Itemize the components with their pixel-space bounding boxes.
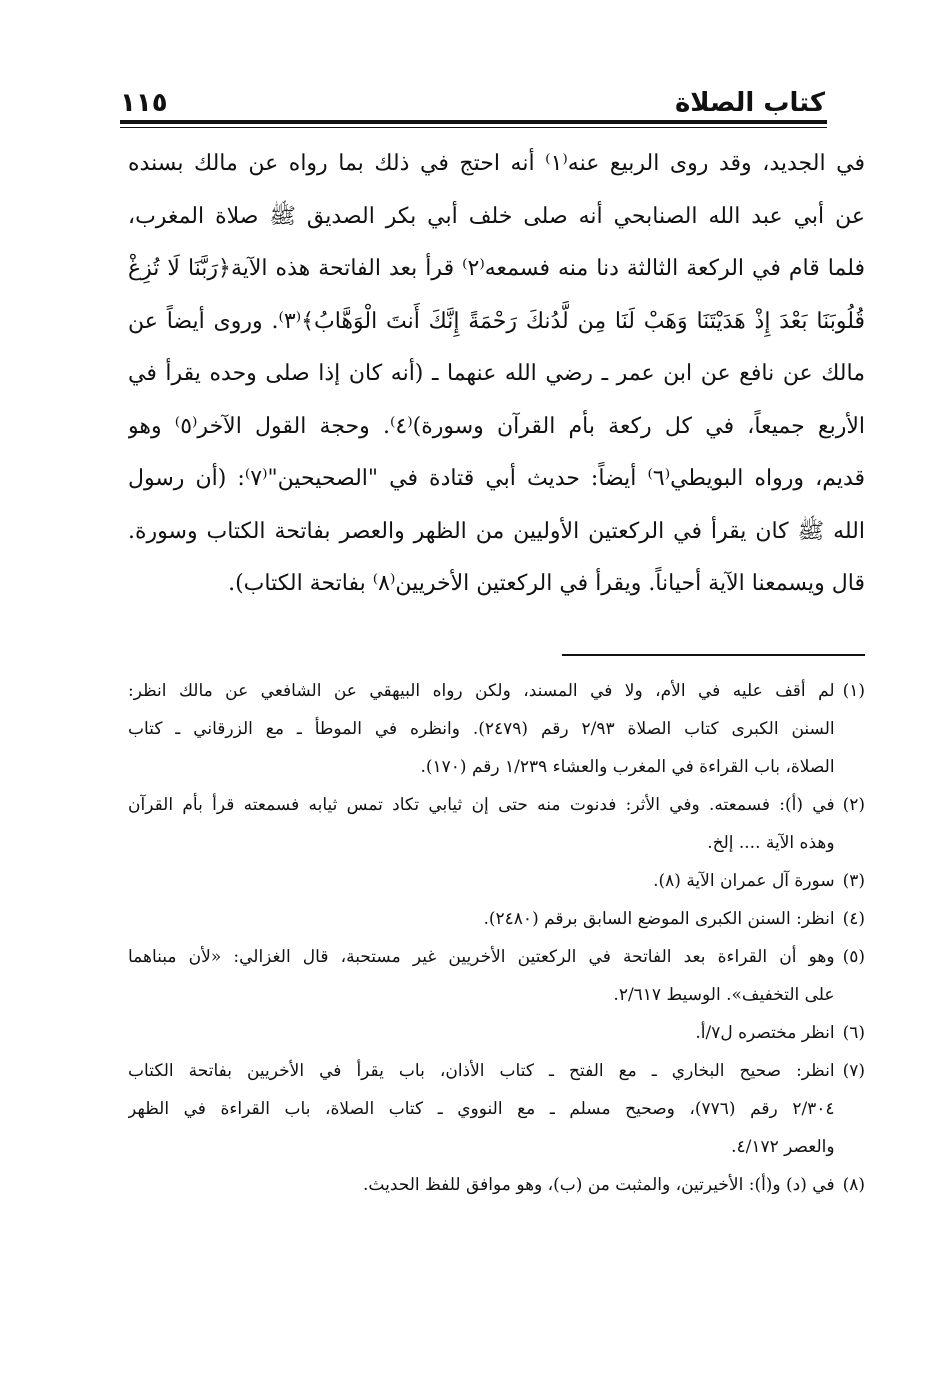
footnote-4 <box>128 900 865 938</box>
header-rule-thin <box>120 127 827 128</box>
footnote-number: (٤) <box>842 909 865 929</box>
footnote-line: في (د) و(أ): الأخيرتين، والمثبت من (ب)، وهو موافق للفظ الحديث. <box>363 1175 835 1195</box>
text-line: الله ﷺ كان يقرأ في الركعتين الأوليين من الظهر والعصر بفاتحة الكتاب وسورة. <box>128 518 865 544</box>
footnote-number: (٧) <box>842 1061 865 1081</box>
footnote-separator <box>562 654 865 656</box>
footnote-line: الصلاة، باب القراءة في المغرب والعشاء ١/٢٣٩ رقم (١٧٠). <box>420 757 835 777</box>
book-title: كتاب الصلاة <box>674 88 825 118</box>
footnote-number: (٨) <box>842 1175 865 1195</box>
text-line: الأربع جميعاً، في كل ركعة بأم القرآن وسورة)⁽٤⁾. وحجة القول الآخر⁽٥⁾ وهو <box>128 413 865 439</box>
footnote-number: (١) <box>842 681 865 701</box>
footnote-7 <box>128 1052 865 1166</box>
running-header <box>120 82 825 118</box>
footnote-8 <box>128 1166 865 1204</box>
footnote-2 <box>128 786 865 862</box>
footnote-line: والعصر ٤/١٧٢. <box>731 1137 835 1157</box>
page-number: ١١٥ <box>120 88 168 118</box>
text-line: عن أبي عبد الله الصنابحي أنه صلى خلف أبي بكر الصديق ﷺ صلاة المغرب، <box>128 203 865 229</box>
footnote-line: انظر مختصره ل٧/أ. <box>695 1023 835 1043</box>
text-line: قُلُوبَنَا بَعْدَ إِذْ هَدَيْتَنَا وَهَبْ لَنَا مِن لَّدُنكَ رَحْمَةً إِنَّكَ أَنتَ الْوَهَّابُ﴾⁽٣⁾. وروى أيضاً عن <box>128 308 865 334</box>
footnote-5 <box>128 938 865 1014</box>
footnote-line: وهذه الآية .... إلخ. <box>707 833 835 853</box>
footnote-number: (٢) <box>842 795 865 815</box>
footnote-line: لم أقف عليه في الأم، ولا في المسند، ولكن رواه البيهقي عن الشافعي عن مالك انظر: <box>128 681 835 701</box>
footnote-line: على التخفيف». الوسيط ٢/٦١٧. <box>613 985 835 1005</box>
text-line: قديم، ورواه البويطي⁽٦⁾ أيضاً: حديث أبي قتادة في "الصحيحين"⁽٧⁾: (أن رسول <box>128 466 865 491</box>
text-line: مالك عن نافع عن ابن عمر ـ رضي الله عنهما ـ (أنه كان إذا صلى وحده يقرأ في <box>128 361 865 386</box>
footnote-line: وهو أن القراءة بعد الفاتحة في الركعتين الأخريين غير مستحبة، قال الغزالي: «لأن مبناهما <box>128 947 835 967</box>
text-line: في الجديد، وقد روى الربيع عنه⁽١⁾ أنه احتج في ذلك بما رواه عن مالك بسنده <box>128 151 865 176</box>
header-rule-thick <box>120 120 827 124</box>
footnote-3 <box>128 862 865 900</box>
footnote-6 <box>128 1014 865 1052</box>
footnote-line: انظر: صحيح البخاري ـ مع الفتح ـ كتاب الأذان، باب يقرأ في الأخريين بفاتحة الكتاب <box>128 1061 835 1081</box>
footnote-line: السنن الكبرى كتاب الصلاة ٢/٩٣ رقم (٢٤٧٩). وانظره في الموطأ ـ مع الزرقاني ـ كتاب <box>128 719 835 739</box>
footnote-1 <box>128 672 865 786</box>
footnote-number: (٣) <box>842 871 865 891</box>
main-text <box>128 138 865 611</box>
footnote-number: (٦) <box>842 1023 865 1043</box>
footnote-line: ٢/٣٠٤ رقم (٧٧٦)، وصحيح مسلم ـ مع النووي ـ كتاب الصلاة، باب القراءة في الظهر <box>128 1099 835 1119</box>
footnote-line: انظر: السنن الكبرى الموضع السابق برقم (٢٤٨٠). <box>483 909 835 929</box>
footnote-number: (٥) <box>842 947 865 967</box>
footnote-line: في (أ): فسمعته. وفي الأثر: فدنوت منه حتى إن ثيابي تكاد تمس ثيابه فسمعته قرأ بأم القرآن <box>128 795 835 815</box>
text-line: قال ويسمعنا الآية أحياناً. ويقرأ في الركعتين الأخريين⁽٨⁾ بفاتحة الكتاب). <box>228 571 865 596</box>
text-line: فلما قام في الركعة الثالثة دنا منه فسمعه⁽٢⁾ قرأ بعد الفاتحة هذه الآية﴿رَبَّنَا لَا تُزِغْ <box>128 256 865 281</box>
footnote-line: سورة آل عمران الآية (٨). <box>653 871 835 891</box>
footnotes <box>128 672 865 1204</box>
